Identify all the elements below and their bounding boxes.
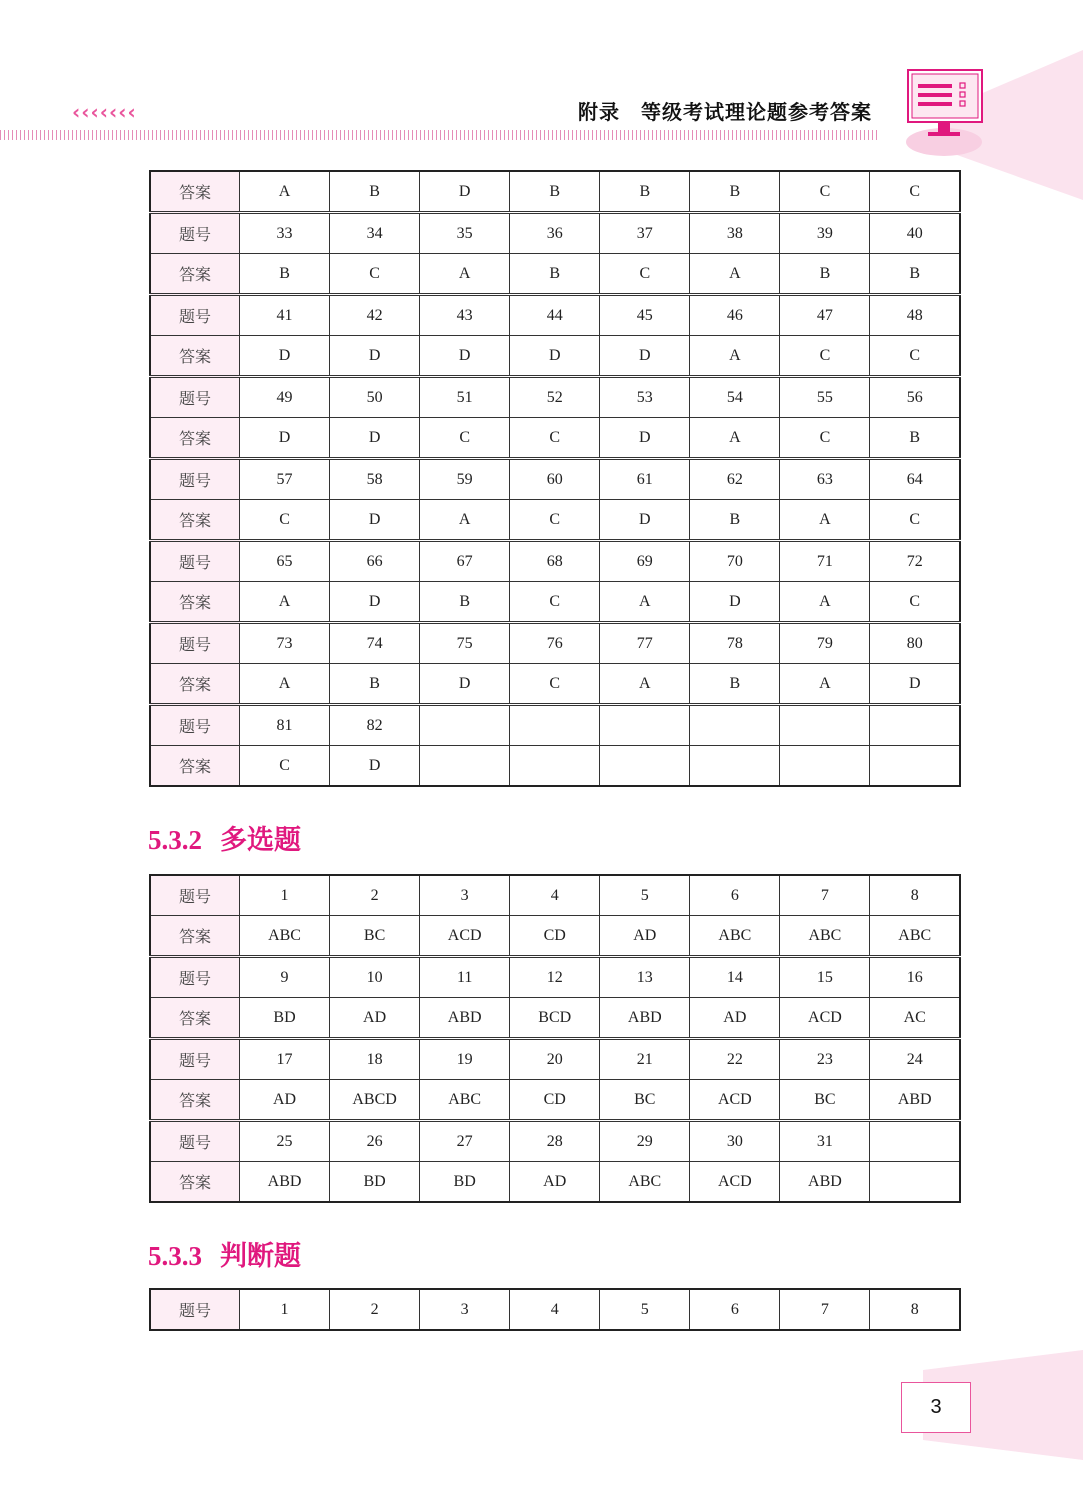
- table-cell: 12: [510, 957, 600, 998]
- table-cell: B: [600, 171, 690, 213]
- table-cell: ACD: [690, 1162, 780, 1203]
- table-cell: 7: [780, 1289, 870, 1330]
- table-cell: 75: [420, 623, 510, 664]
- table-cell: A: [780, 664, 870, 705]
- table-cell: ABD: [240, 1162, 330, 1203]
- table-cell: C: [870, 500, 960, 541]
- table-cell: C: [510, 582, 600, 623]
- row-label: 答案: [150, 171, 240, 213]
- table-cell: C: [870, 336, 960, 377]
- table-cell: 60: [510, 459, 600, 500]
- table-cell: ABC: [690, 916, 780, 957]
- table-cell: B: [690, 500, 780, 541]
- table-cell: AD: [330, 998, 420, 1039]
- table-row: [150, 459, 960, 500]
- table-cell: 33: [240, 213, 330, 254]
- table-cell: B: [780, 254, 870, 295]
- table-cell: [870, 705, 960, 746]
- table-cell: A: [240, 171, 330, 213]
- table-cell: D: [870, 664, 960, 705]
- table-row: [150, 171, 960, 213]
- table-cell: 8: [870, 875, 960, 916]
- table-cell: 66: [330, 541, 420, 582]
- table-cell: CD: [510, 1080, 600, 1121]
- row-label: 答案: [150, 418, 240, 459]
- row-label: 题号: [150, 1039, 240, 1080]
- table-cell: ACD: [780, 998, 870, 1039]
- table-cell: B: [420, 582, 510, 623]
- table-cell: ABC: [870, 916, 960, 957]
- table-cell: C: [510, 500, 600, 541]
- table-cell: B: [240, 254, 330, 295]
- table-cell: 55: [780, 377, 870, 418]
- table-cell: D: [330, 500, 420, 541]
- table-row: [150, 1121, 960, 1162]
- row-label: 答案: [150, 916, 240, 957]
- row-label: 题号: [150, 1121, 240, 1162]
- section-title: 判断题: [220, 1241, 301, 1272]
- table-cell: 54: [690, 377, 780, 418]
- row-label: 题号: [150, 213, 240, 254]
- table-cell: 47: [780, 295, 870, 336]
- table-cell: AD: [240, 1080, 330, 1121]
- table-cell: C: [600, 254, 690, 295]
- table-cell: 48: [870, 295, 960, 336]
- section-heading-multiple-choice: [148, 818, 301, 857]
- table-cell: 62: [690, 459, 780, 500]
- table-cell: BD: [420, 1162, 510, 1203]
- table-cell: D: [330, 336, 420, 377]
- table-cell: 46: [690, 295, 780, 336]
- table-cell: 61: [600, 459, 690, 500]
- table-row: [150, 582, 960, 623]
- table-cell: A: [690, 254, 780, 295]
- table-cell: 31: [780, 1121, 870, 1162]
- table-row: [150, 1039, 960, 1080]
- table-cell: [420, 746, 510, 787]
- table-cell: 76: [510, 623, 600, 664]
- table-cell: 8: [870, 1289, 960, 1330]
- table-cell: 2: [330, 875, 420, 916]
- table-cell: C: [780, 336, 870, 377]
- table-cell: D: [420, 171, 510, 213]
- table-row: [150, 998, 960, 1039]
- table-cell: [780, 746, 870, 787]
- table-cell: B: [510, 171, 600, 213]
- table-cell: B: [690, 664, 780, 705]
- row-label: 题号: [150, 875, 240, 916]
- table-cell: C: [870, 582, 960, 623]
- table-cell: 50: [330, 377, 420, 418]
- table-row: [150, 336, 960, 377]
- table-cell: ACD: [690, 1080, 780, 1121]
- table-cell: 71: [780, 541, 870, 582]
- table-cell: C: [240, 746, 330, 787]
- table-row: [150, 746, 960, 787]
- table-cell: 24: [870, 1039, 960, 1080]
- table-cell: 9: [240, 957, 330, 998]
- table-cell: 49: [240, 377, 330, 418]
- table-cell: 80: [870, 623, 960, 664]
- table-cell: 23: [780, 1039, 870, 1080]
- table-cell: 34: [330, 213, 420, 254]
- table-cell: 64: [870, 459, 960, 500]
- table-cell: BC: [330, 916, 420, 957]
- table-cell: 35: [420, 213, 510, 254]
- table-cell: 4: [510, 1289, 600, 1330]
- table-cell: B: [330, 664, 420, 705]
- table-cell: 10: [330, 957, 420, 998]
- table-cell: D: [240, 336, 330, 377]
- table-cell: 30: [690, 1121, 780, 1162]
- table-cell: BC: [780, 1080, 870, 1121]
- table-cell: 82: [330, 705, 420, 746]
- table-cell: 18: [330, 1039, 420, 1080]
- table-cell: 21: [600, 1039, 690, 1080]
- table-cell: [870, 746, 960, 787]
- table-cell: 68: [510, 541, 600, 582]
- table-cell: 20: [510, 1039, 600, 1080]
- table-row: [150, 1080, 960, 1121]
- table-cell: 15: [780, 957, 870, 998]
- chevron-decoration: ‹‹‹‹‹‹‹: [72, 100, 137, 124]
- table-cell: 37: [600, 213, 690, 254]
- table-cell: D: [600, 500, 690, 541]
- table-cell: 58: [330, 459, 420, 500]
- chapter-title: 附录 等级考试理论题参考答案: [578, 100, 872, 124]
- table-cell: 77: [600, 623, 690, 664]
- section-number: 5.3.2: [148, 825, 202, 855]
- table-cell: [510, 705, 600, 746]
- table-cell: BD: [240, 998, 330, 1039]
- table-cell: 5: [600, 1289, 690, 1330]
- row-label: 题号: [150, 295, 240, 336]
- section-number: 5.3.3: [148, 1241, 202, 1271]
- row-label: 答案: [150, 664, 240, 705]
- table-row: [150, 875, 960, 916]
- table-cell: ABD: [600, 998, 690, 1039]
- table-cell: 5: [600, 875, 690, 916]
- table-cell: 51: [420, 377, 510, 418]
- table-cell: D: [240, 418, 330, 459]
- row-label: 题号: [150, 705, 240, 746]
- table-cell: 65: [240, 541, 330, 582]
- table-cell: 28: [510, 1121, 600, 1162]
- table-cell: 79: [780, 623, 870, 664]
- table-cell: 63: [780, 459, 870, 500]
- table-cell: 67: [420, 541, 510, 582]
- table-cell: 3: [420, 875, 510, 916]
- table-cell: 42: [330, 295, 420, 336]
- table-cell: A: [600, 582, 690, 623]
- table-cell: [510, 746, 600, 787]
- table-cell: C: [330, 254, 420, 295]
- table-cell: D: [420, 664, 510, 705]
- row-label: 题号: [150, 541, 240, 582]
- table-cell: 3: [420, 1289, 510, 1330]
- table-row: [150, 541, 960, 582]
- table-cell: 44: [510, 295, 600, 336]
- row-label: 答案: [150, 582, 240, 623]
- row-label: 答案: [150, 500, 240, 541]
- table-cell: D: [420, 336, 510, 377]
- table-cell: 11: [420, 957, 510, 998]
- table-cell: AD: [600, 916, 690, 957]
- monitor-icon: [900, 66, 990, 158]
- table-cell: AD: [510, 1162, 600, 1203]
- table-cell: [690, 705, 780, 746]
- table-cell: 56: [870, 377, 960, 418]
- table-cell: 69: [600, 541, 690, 582]
- table-cell: 6: [690, 875, 780, 916]
- table-cell: 6: [690, 1289, 780, 1330]
- table-cell: B: [690, 171, 780, 213]
- table-cell: 41: [240, 295, 330, 336]
- table-row: [150, 705, 960, 746]
- table-row: [150, 916, 960, 957]
- table-cell: A: [690, 418, 780, 459]
- table-cell: [600, 746, 690, 787]
- row-label: 题号: [150, 957, 240, 998]
- table-cell: 59: [420, 459, 510, 500]
- table-cell: 22: [690, 1039, 780, 1080]
- row-label: 题号: [150, 377, 240, 418]
- page-number: 3: [901, 1382, 971, 1433]
- table-cell: 57: [240, 459, 330, 500]
- table-cell: 13: [600, 957, 690, 998]
- table-cell: D: [690, 582, 780, 623]
- table-cell: A: [690, 336, 780, 377]
- section-heading-true-false: [148, 1234, 301, 1273]
- table-cell: 1: [240, 1289, 330, 1330]
- table-cell: A: [420, 254, 510, 295]
- table-cell: A: [780, 582, 870, 623]
- table-cell: B: [870, 418, 960, 459]
- table-cell: 73: [240, 623, 330, 664]
- table-cell: 2: [330, 1289, 420, 1330]
- table-cell: AD: [690, 998, 780, 1039]
- table-cell: [420, 705, 510, 746]
- table-cell: C: [240, 500, 330, 541]
- table-row: [150, 254, 960, 295]
- table-cell: 38: [690, 213, 780, 254]
- table-cell: C: [510, 664, 600, 705]
- table-cell: [600, 705, 690, 746]
- table-cell: 26: [330, 1121, 420, 1162]
- table-cell: A: [780, 500, 870, 541]
- table-cell: 78: [690, 623, 780, 664]
- table-cell: 7: [780, 875, 870, 916]
- row-label: 答案: [150, 746, 240, 787]
- row-label: 答案: [150, 336, 240, 377]
- table-cell: 39: [780, 213, 870, 254]
- table-cell: 27: [420, 1121, 510, 1162]
- table-cell: 53: [600, 377, 690, 418]
- table-cell: [690, 746, 780, 787]
- table-cell: BD: [330, 1162, 420, 1203]
- table-cell: 4: [510, 875, 600, 916]
- table-cell: D: [330, 418, 420, 459]
- table-row: [150, 957, 960, 998]
- section-title: 多选题: [220, 825, 301, 856]
- table-cell: 19: [420, 1039, 510, 1080]
- table-cell: A: [420, 500, 510, 541]
- table-cell: 45: [600, 295, 690, 336]
- dotted-divider: [0, 130, 878, 140]
- table-cell: 16: [870, 957, 960, 998]
- table-cell: B: [510, 254, 600, 295]
- table-row: [150, 1162, 960, 1203]
- table-row: [150, 377, 960, 418]
- table-cell: CD: [510, 916, 600, 957]
- table-cell: 14: [690, 957, 780, 998]
- table-cell: C: [510, 418, 600, 459]
- single-choice-answer-table: [149, 170, 961, 787]
- table-row: [150, 418, 960, 459]
- table-row: [150, 213, 960, 254]
- table-cell: 36: [510, 213, 600, 254]
- true-false-answer-table: [149, 1288, 961, 1331]
- table-cell: D: [600, 418, 690, 459]
- row-label: 答案: [150, 254, 240, 295]
- table-cell: 25: [240, 1121, 330, 1162]
- table-cell: C: [420, 418, 510, 459]
- table-cell: [780, 705, 870, 746]
- table-cell: 40: [870, 213, 960, 254]
- table-cell: ABC: [600, 1162, 690, 1203]
- multiple-choice-answer-table: [149, 874, 961, 1203]
- table-cell: A: [240, 664, 330, 705]
- table-cell: D: [330, 582, 420, 623]
- table-cell: 81: [240, 705, 330, 746]
- row-label: 答案: [150, 1162, 240, 1203]
- table-cell: D: [330, 746, 420, 787]
- table-cell: A: [240, 582, 330, 623]
- table-cell: C: [780, 171, 870, 213]
- table-cell: ABD: [870, 1080, 960, 1121]
- table-cell: 70: [690, 541, 780, 582]
- table-cell: 72: [870, 541, 960, 582]
- table-row: [150, 623, 960, 664]
- table-cell: ABC: [420, 1080, 510, 1121]
- table-cell: 17: [240, 1039, 330, 1080]
- row-label: 答案: [150, 998, 240, 1039]
- table-cell: 29: [600, 1121, 690, 1162]
- table-cell: ABD: [780, 1162, 870, 1203]
- table-cell: A: [600, 664, 690, 705]
- table-row: [150, 500, 960, 541]
- table-cell: 43: [420, 295, 510, 336]
- table-cell: ACD: [420, 916, 510, 957]
- table-cell: AC: [870, 998, 960, 1039]
- table-cell: D: [510, 336, 600, 377]
- row-label: 答案: [150, 1080, 240, 1121]
- table-cell: C: [870, 171, 960, 213]
- table-cell: ABC: [240, 916, 330, 957]
- table-cell: C: [780, 418, 870, 459]
- table-cell: BCD: [510, 998, 600, 1039]
- table-cell: B: [870, 254, 960, 295]
- table-cell: B: [330, 171, 420, 213]
- row-label: 题号: [150, 1289, 240, 1330]
- table-cell: [870, 1121, 960, 1162]
- table-cell: ABC: [780, 916, 870, 957]
- table-cell: ABD: [420, 998, 510, 1039]
- table-cell: 1: [240, 875, 330, 916]
- row-label: 题号: [150, 459, 240, 500]
- table-row: [150, 664, 960, 705]
- table-cell: 74: [330, 623, 420, 664]
- table-row: [150, 295, 960, 336]
- table-cell: ABCD: [330, 1080, 420, 1121]
- table-cell: 52: [510, 377, 600, 418]
- row-label: 题号: [150, 623, 240, 664]
- table-cell: D: [600, 336, 690, 377]
- table-cell: BC: [600, 1080, 690, 1121]
- table-row: [150, 1289, 960, 1330]
- table-cell: [870, 1162, 960, 1203]
